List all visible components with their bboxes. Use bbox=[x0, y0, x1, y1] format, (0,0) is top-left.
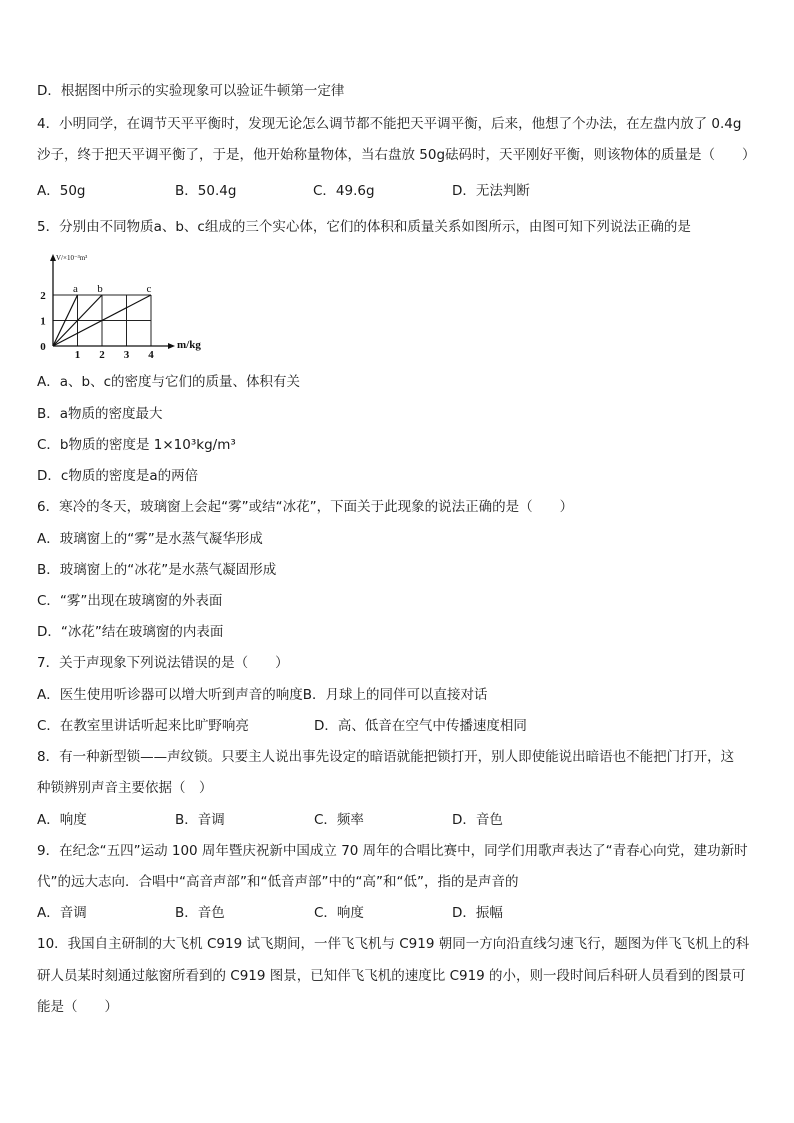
q10-stem-line1: 10．我国自主研制的大飞机 C919 试飞期间，一伴飞飞机与 C919 朝同一方向沿直线匀速飞行，题图为伴飞飞机上的科 bbox=[37, 936, 750, 952]
q9-option-b: B．音色 bbox=[175, 905, 225, 921]
q6-option-c: C．“雾”出现在玻璃窗的外表面 bbox=[37, 593, 223, 609]
origin-label: 0 bbox=[40, 341, 46, 353]
q4-option-b: B．50.4g bbox=[175, 183, 237, 199]
q5-option-a: A．a、b、c的密度与它们的质量、体积有关 bbox=[37, 374, 300, 390]
q8-stem-line1: 8．有一种新型锁——声纹锁。只要主人说出事先设定的暗语就能把锁打开，别人即使能说出暗语也不能把门打开，这 bbox=[37, 749, 735, 765]
q7-options-ab: A．医生使用听诊器可以增大听到声音的响度B．月球上的同伴可以直接对话 bbox=[37, 687, 488, 703]
x-tick-label: 2 bbox=[99, 349, 105, 360]
q6-stem: 6．寒冷的冬天，玻璃窗上会起“雾”或结“冰花”，下面关于此现象的说法正确的是（ ） bbox=[37, 499, 574, 515]
q6-option-b: B．玻璃窗上的“冰花”是水蒸气凝固形成 bbox=[37, 562, 277, 578]
q7-stem: 7．关于声现象下列说法错误的是（ ） bbox=[37, 655, 289, 671]
y-tick-label: 1 bbox=[40, 315, 46, 328]
q8-option-d: D．音色 bbox=[452, 812, 503, 828]
q5-stem: 5．分别由不同物质a、b、c组成的三个实心体，它们的体积和质量关系如图所示，由图可知下列说法正确的是 bbox=[37, 219, 691, 235]
q3-option-d: D．根据图中所示的实验现象可以验证牛顿第一定律 bbox=[37, 83, 345, 99]
x-tick-label: 3 bbox=[123, 349, 130, 360]
q8-option-c: C．频率 bbox=[314, 812, 364, 828]
q4-stem-line2: 沙子，终于把天平调平衡了，于是，他开始称量物体，当右盘放 50g砝码时，天平刚好平衡，则该物体的质量是（ ） bbox=[37, 147, 756, 163]
volume-mass-graph bbox=[36, 250, 226, 360]
q8-option-b: B．音调 bbox=[175, 812, 225, 828]
x-tick-label: 4 bbox=[148, 349, 154, 360]
q7-option-c: C．在教室里讲话听起来比旷野响亮 bbox=[37, 718, 249, 734]
q9-stem-line1: 9．在纪念“五四”运动 100 周年暨庆祝新中国成立 70 周年的合唱比赛中，同学们用歌声表达了“青春心向党，建功新时 bbox=[37, 843, 748, 859]
q4-stem-line1: 4．小明同学，在调节天平平衡时，发现无论怎么调节都不能把天平调平衡，后来，他想了个办法，在左盘内放了 0.4g bbox=[37, 116, 742, 132]
q6-option-a: A．玻璃窗上的“雾”是水蒸气凝华形成 bbox=[37, 531, 263, 547]
q9-option-d: D．振幅 bbox=[452, 905, 503, 921]
q10-stem-line2: 研人员某时刻通过舷窗所看到的 C919 图景，已知伴飞飞机的速度比 C919 的小，则一段时间后科研人员看到的图景可 bbox=[37, 968, 746, 984]
series-label-a: a bbox=[73, 283, 78, 295]
q9-stem-line2: 代”的远大志向．合唱中“高音声部”和“低音声部”中的“高”和“低”，指的是声音的 bbox=[37, 874, 519, 890]
series-label-c: c bbox=[146, 283, 152, 295]
q10-stem-line3: 能是（ ） bbox=[37, 999, 118, 1015]
x-axis-label: m/kg bbox=[177, 339, 201, 351]
x-tick-label: 1 bbox=[74, 349, 81, 360]
y-tick-label: 2 bbox=[40, 290, 46, 302]
q9-option-a: A．音调 bbox=[37, 905, 87, 921]
q7-option-d: D．高、低音在空气中传播速度相同 bbox=[314, 718, 527, 734]
q4-option-d: D．无法判断 bbox=[452, 183, 530, 199]
q4-option-c: C．49.6g bbox=[313, 183, 375, 199]
graph-axes bbox=[50, 254, 175, 349]
q9-option-c: C．响度 bbox=[314, 905, 364, 921]
y-axis-label: V/×10⁻³m³ bbox=[56, 254, 88, 262]
q5-option-d: D．c物质的密度是a的两倍 bbox=[37, 468, 199, 484]
q5-option-b: B．a物质的密度最大 bbox=[37, 406, 163, 422]
graph-labels bbox=[40, 254, 201, 360]
x-axis-arrow bbox=[168, 343, 175, 349]
series-label-b: b bbox=[97, 283, 103, 295]
q4-option-a: A．50g bbox=[37, 183, 86, 199]
q8-option-a: A．响度 bbox=[37, 812, 87, 828]
q8-stem-line2: 种锁辨别声音主要依据（ ） bbox=[37, 780, 213, 796]
q5-option-c: C．b物质的密度是 1×10³kg/m³ bbox=[37, 437, 236, 453]
q6-option-d: D．“冰花”结在玻璃窗的内表面 bbox=[37, 624, 224, 640]
